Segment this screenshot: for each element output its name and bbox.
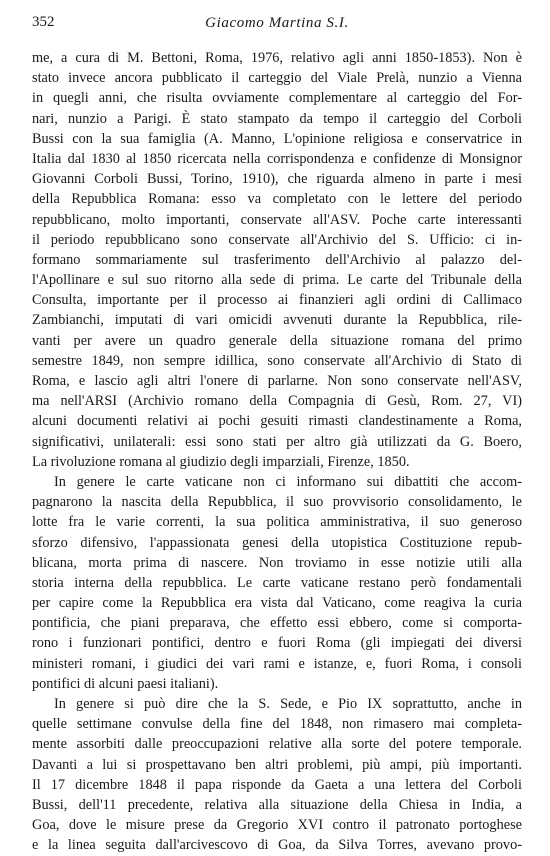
text-line: me, a cura di M. Bettoni, Roma, 1976, relativo agli anni 1850-1853). Non è <box>32 50 522 66</box>
text-line: quelle settimane convulse della fine del 1848, non rimasero mai completa- <box>32 716 522 733</box>
page-number: 352 <box>32 14 55 30</box>
text-line: blicana, morta prima di nascere. Non troviamo in esse notizie utili alla <box>32 554 522 571</box>
text-line: Il 17 dicembre 1848 il papa risponde da Gaeta a una lettera del Corboli <box>32 776 522 793</box>
text-line: e la linea seguita dall'arcivescovo di Goa, da Silva Torres, avevano provo- <box>32 837 522 854</box>
text-line: Italia dal 1830 al 1850 ricercata nella corrispondenza e confidenze di Monsignor <box>32 150 522 167</box>
text-line: pontifici di alcuni paesi italiani). <box>32 675 219 692</box>
text-line: repubblicano, molto importanti, conservate all'ASV. Poche carte interessanti <box>32 211 522 228</box>
text-line: Bussi con la sua famiglia (A. Manno, L'opinione religiosa e conservatrice in <box>32 130 522 147</box>
text-line: storia interna della repubblica. Le carte vaticane restano però fondamentali <box>32 574 522 591</box>
text-line: alcuni documenti relativi ai pochi gesuiti rimasti clandestinamente a Roma, <box>32 413 522 430</box>
text-line: vanti per avere un quadro generale della situazione romana del primo <box>32 332 522 349</box>
running-title: Giacomo Martina S.I. <box>205 15 349 31</box>
text-line: Goa, dove le misure prese da Gregorio XVI contro il patronato portoghese <box>32 817 522 834</box>
text-line: formano sommariamente sul trasferimento dell'Archivio al palazzo del- <box>32 251 522 268</box>
text-line: lotte fra le varie correnti, la sua politica amministrativa, il suo generoso <box>32 514 522 531</box>
text-line: per capire come la Repubblica era vista dal Vaticano, come reagiva la curia <box>32 595 522 612</box>
text-line: Giovanni Corboli Bussi, Torino, 1910), che riguarda almeno in parte i mesi <box>32 171 522 188</box>
text-line: ministeri romani, i giudici dei vari rami e istanze, e, fuori Roma, i consoli <box>32 655 522 672</box>
text-line: Bussi, dell'11 precedente, relativa alla situazione della Chiesa in India, a <box>32 796 522 813</box>
text-line: Roma, e lascio agli altri l'onere di parlarne. Non sono conservate nell'ASV, <box>32 373 522 389</box>
text-line: sforzo difensivo, l'appassionata genesi della utopistica Costituzione repub- <box>32 534 522 551</box>
text-line: La rivoluzione romana al giudizio degli imparziali, Firenze, 1850. <box>32 453 410 470</box>
text-line: In genere le carte vaticane non ci informano sui dibattiti che accom- <box>54 473 522 490</box>
text-line: significativi, unilaterali: essi sono stati per altro già utilizzati da G. Boero, <box>32 433 522 450</box>
text-line: Consulta, importante per il processo ai finanzieri agli ordini di Callimaco <box>32 292 522 309</box>
text-line: stato invece ancora pubblicato il carteggio del Viale Prelà, nunzio a Vienna <box>32 70 522 87</box>
text-line: rono i funzionari pontifici, dentro e fuori Roma (gli impiegati dei diversi <box>32 635 522 652</box>
body-text <box>32 48 522 856</box>
text-line: il periodo repubblicano sono conservate all'Archivio del S. Ufficio: ci in- <box>32 231 522 248</box>
running-header <box>32 14 522 36</box>
text-line: nari, nunzio a Parigi. È stato stampato da tempo il carteggio del Corboli <box>32 110 522 127</box>
text-line: della Repubblica Romana: esso va completato con le lettere del periodo <box>32 191 522 208</box>
text-line: in quegli anni, che risulta ovviamente complementare al carteggio del For- <box>32 90 522 107</box>
text-line: pagnarono la nascita della Repubblica, il suo provvisorio consolidamento, le <box>32 494 522 511</box>
text-line: semestre 1849, non sempre idillica, sono conservate all'Archivio di Stato di <box>32 352 522 369</box>
text-line: ma nell'ARSI (Archivio romano della Compagnia di Gesù, Rom. 27, VI) <box>32 393 522 410</box>
text-line: Zambianchi, imputati di vari omicidi avvenuti durante la Repubblica, rile- <box>32 312 522 329</box>
text-line: In genere si può dire che la S. Sede, e Pio IX soprattutto, anche in <box>54 696 522 712</box>
text-line: pontificia, che piani preparava, che effetto essi ebbero, come si comporta- <box>32 615 522 632</box>
text-line: mente assorbiti dalle preoccupazioni relative alla sorte del potere temporale. <box>32 736 522 753</box>
text-line: l'Apollinare e sul suo ritorno alla sede di prima. Le carte del Tribunale della <box>32 272 522 289</box>
text-line: Davanti a lui si prospettavano ben altri problemi, più ampi, più importanti. <box>32 756 522 773</box>
